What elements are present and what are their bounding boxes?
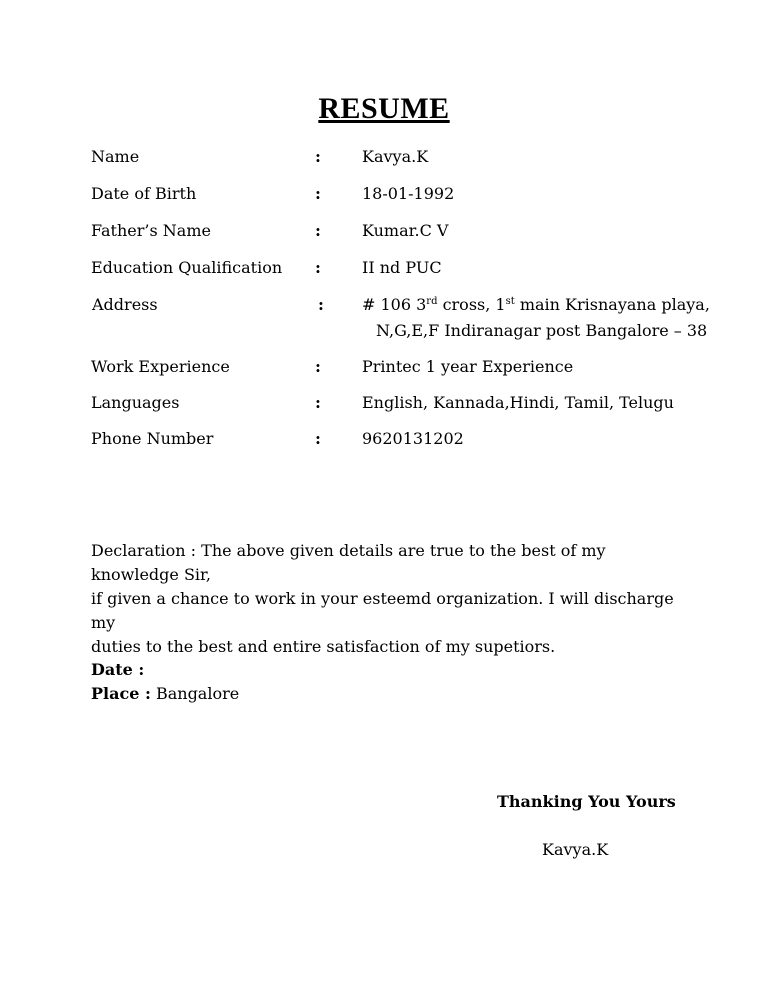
field-label: Work Experience <box>91 357 230 376</box>
field-separator: : <box>315 221 321 240</box>
place-line <box>91 682 239 706</box>
address-line-2: N,G,E,F Indiranagar post Bangalore – 38 <box>376 321 708 340</box>
field-value: English, Kannada,Hindi, Tamil, Telugu <box>362 393 674 412</box>
date-line <box>91 658 144 682</box>
field-value: Kumar.C V <box>362 221 449 240</box>
signature-name: Kavya.K <box>542 840 609 859</box>
field-label: Phone Number <box>91 429 214 448</box>
field-separator: : <box>315 184 321 203</box>
field-separator: : <box>315 393 321 412</box>
address-part: # 106 3 <box>362 295 427 314</box>
field-address <box>0 292 768 344</box>
field-label: Date of Birth <box>91 184 197 203</box>
field-label: Name <box>91 147 140 166</box>
address-part: cross, 1 <box>437 295 506 314</box>
field-separator: : <box>318 295 324 314</box>
address-superscript: st <box>505 296 515 307</box>
address-line-1 <box>362 292 710 318</box>
field-value: II nd PUC <box>362 258 442 277</box>
field-value: Printec 1 year Experience <box>362 357 574 376</box>
address-part: main Krisnayana playa, <box>514 295 710 314</box>
closing-text: Thanking You Yours <box>497 792 676 811</box>
declaration-line: duties to the best and entire satisfaction of my supetiors. <box>91 637 556 656</box>
field-value: 9620131202 <box>362 429 464 448</box>
field-label: Father’s Name <box>91 221 211 240</box>
field-separator: : <box>315 258 321 277</box>
declaration-line: Declaration : The above given details are true to the best of my knowledge Sir, <box>91 541 606 584</box>
field-label: Education Qualification <box>91 258 283 277</box>
field-separator: : <box>315 147 321 166</box>
page-title: RESUME <box>318 92 450 125</box>
field-separator: : <box>315 357 321 376</box>
field-label: Languages <box>91 393 180 412</box>
place-label: Place : <box>91 684 151 703</box>
date-label: Date : <box>91 660 145 679</box>
address-superscript: rd <box>426 296 438 307</box>
field-label: Address <box>92 295 158 314</box>
field-separator: : <box>315 429 321 448</box>
field-value: Kavya.K <box>362 147 429 166</box>
declaration <box>91 539 691 659</box>
field-value: 18-01-1992 <box>362 184 455 203</box>
place-value: Bangalore <box>150 684 240 703</box>
declaration-line: if given a chance to work in your esteemd organization. I will discharge my <box>91 589 674 632</box>
